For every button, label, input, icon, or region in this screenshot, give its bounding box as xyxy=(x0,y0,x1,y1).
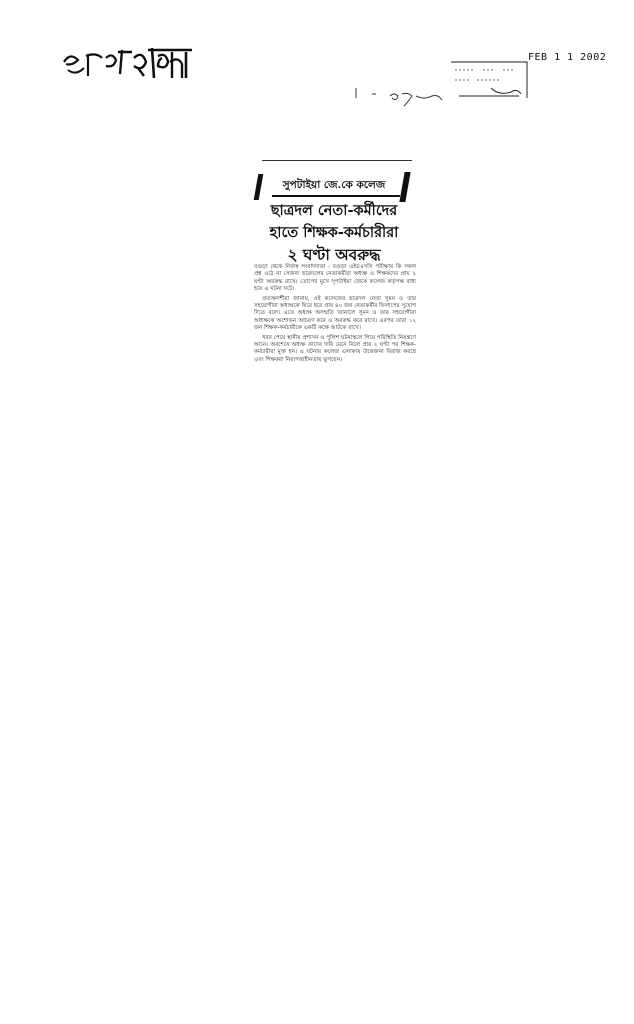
masthead-logo xyxy=(58,40,198,84)
clipping-headline xyxy=(250,200,418,266)
date-stamp: FEB 1 1 2002 xyxy=(528,52,607,63)
newspaper-masthead xyxy=(58,40,198,84)
clipping-kicker: সুপটাইয়া জে.কে কলেজ xyxy=(282,179,386,191)
headline-line-2: হাতে শিক্ষক-কর্মচারীরা xyxy=(269,224,399,241)
headline-line-3: ২ ঘণ্টা অবরুদ্ধ xyxy=(287,245,381,264)
news-clipping xyxy=(248,160,420,572)
body-paragraph: বগুড়া থেকে নিজস্ব সংবাদদাতা : বগুড়া এইচএসসি পরীক্ষায় কি সকল প্রশ্ন ওঠে না সেজন্য ছাত্রদলের নেতাকর্মীরা অধ্যক্ষ ও শিক্ষকদের প্রায় ২ ঘণ্টা অবরুদ্ধ রাখে। তোপের মুখে সুপটাইয়া জেকে কলেজ কর্তৃপক্ষ বাধ্য হয়ে এ ঘটনা ঘটে। xyxy=(254,264,416,293)
kicker-underline xyxy=(272,195,400,197)
handwritten-scribble xyxy=(350,82,450,112)
body-paragraph: খবর পেয়ে স্থানীয় প্রশাসন ও পুলিশ ঘটনাস্থলে গিয়ে পরিস্থিতি নিয়ন্ত্রণে আনে। অবশেষে অধ্যক্ষ তাদের দাবি মেনে নিলে প্রায় ২ ঘণ্টা পর শিক্ষক-কর্মচারীরা মুক্ত হন। এ ঘটনায় কলেজ এলাকায় উত্তেজনা বিরাজ করছে এবং শিক্ষকরা নিরাপত্তাহীনতায় ভুগছেন। xyxy=(254,334,416,363)
clipping-body xyxy=(254,264,416,366)
headline-line-1: ছাত্রদল নেতা-কর্মীদের xyxy=(270,202,398,219)
clipping-top-rule xyxy=(262,160,412,161)
archive-stamp-box xyxy=(449,60,529,100)
body-paragraph: প্রত্যক্ষদর্শীরা জানায়, ওই কলেজের ছাত্রদল নেতা সুমন ও তার সহযোগীরা অধ্যক্ষকে ঘিরে ধরে প্রায় ৪০ জন নেতাকর্মীর ফিলাপের সুযোগ দিতে বলে। এতে অধ্যক্ষ অসম্মতি জানালে সুমন ও তার সহযোগীরা অধ্যক্ষকে অশোভন আচরণ করে ও অবরুদ্ধ করে রাখে। এরপর তারা ১২ জন শিক্ষক-কর্মচারীকে একটি কক্ষে আটকে রাখে। xyxy=(254,295,416,332)
